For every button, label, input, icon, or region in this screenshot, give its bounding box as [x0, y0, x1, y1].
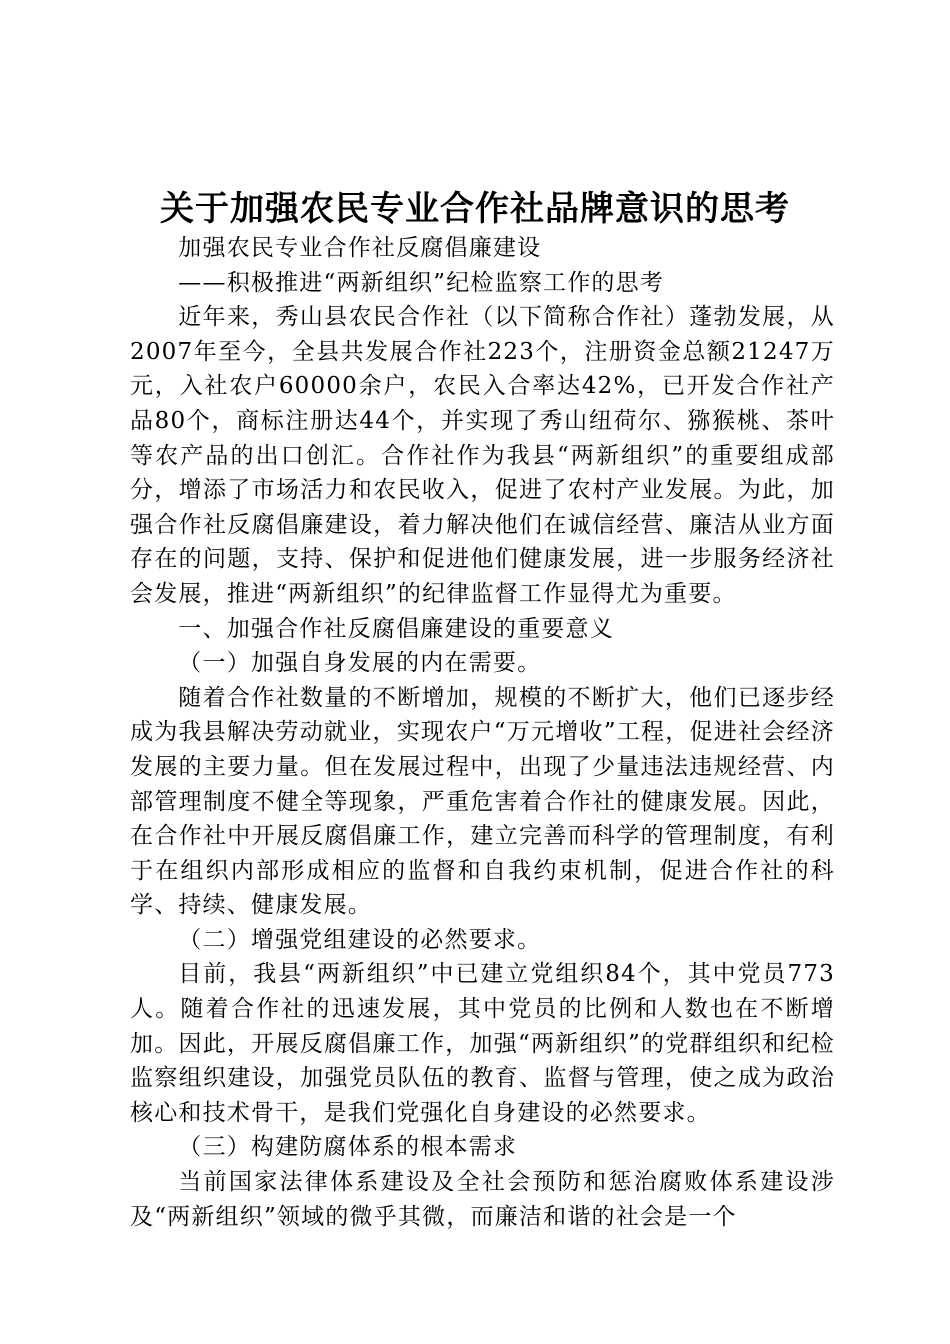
body-paragraph: 近年来，秀山县农民合作社（以下简称合作社）蓬勃发展，从2007年至今，全县共发展合作社223个，注册资金总额21247万元，入社农户60000余户，农民入合率达42%，已开发合作社产品80个，商标注册达44个，并实现了秀山纽荷尔、猕猴桃、茶叶等农产品的出口创汇。合作社作为我县“两新组织”的重要组成部分，增添了市场活力和农民收入，促进了农村产业发展。为此，加强合作社反腐倡廉建设，着力解决他们在诚信经营、廉洁从业方面存在的问题，支持、保护和促进他们健康发展，进一步服务经济社会发展，推进“两新组织”的纪律监督工作显得尤为重要。: [130, 304, 835, 607]
subsection-heading: （二）增强党组建设的必然要求。: [178, 926, 542, 953]
section-heading: 一、加强合作社反腐倡廉建设的重要意义: [178, 615, 614, 642]
body-paragraph: 目前，我县“两新组织”中已建立党组织84个，其中党员773人。随着合作社的迅速发展，其中党员的比例和人数也在不断增加。因此，开展反腐倡廉工作，加强“两新组织”的党群组织和纪检监察组织建设，加强党员队伍的教育、监督与管理，使之成为政治核心和技术骨干，是我们党强化自身建设的必然要求。: [130, 961, 835, 1126]
subtitle-line: ——积极推进“两新组织”纪检监察工作的思考: [178, 269, 665, 296]
document-body: [130, 231, 835, 1234]
body-paragraph: 随着合作社数量的不断增加，规模的不断扩大，他们已逐步经成为我县解决劳动就业，实现农户“万元增收”工程，促进社会经济发展的主要力量。但在发展过程中，出现了少量违法违规经营、内部管理制度不健全等现象，严重危害着合作社的健康发展。因此，在合作社中开展反腐倡廉工作，建立完善而科学的管理制度，有利于在组织内部形成相应的监督和自我约束机制，促进合作社的科学、持续、健康发展。: [130, 684, 835, 919]
subtitle-line: 加强农民专业合作社反腐倡廉建设: [178, 235, 542, 261]
body-paragraph: 当前国家法律体系建设及全社会预防和惩治腐败体系建设涉及“两新组织”领域的微乎其微，而廉洁和谐的社会是一个: [130, 1169, 835, 1230]
document-title: 关于加强农民专业合作社品牌意识的思考: [160, 189, 790, 229]
subsection-heading: （三）构建防腐体系的根本需求: [178, 1134, 518, 1161]
subsection-heading: （一）加强自身发展的内在需要。: [178, 650, 542, 677]
